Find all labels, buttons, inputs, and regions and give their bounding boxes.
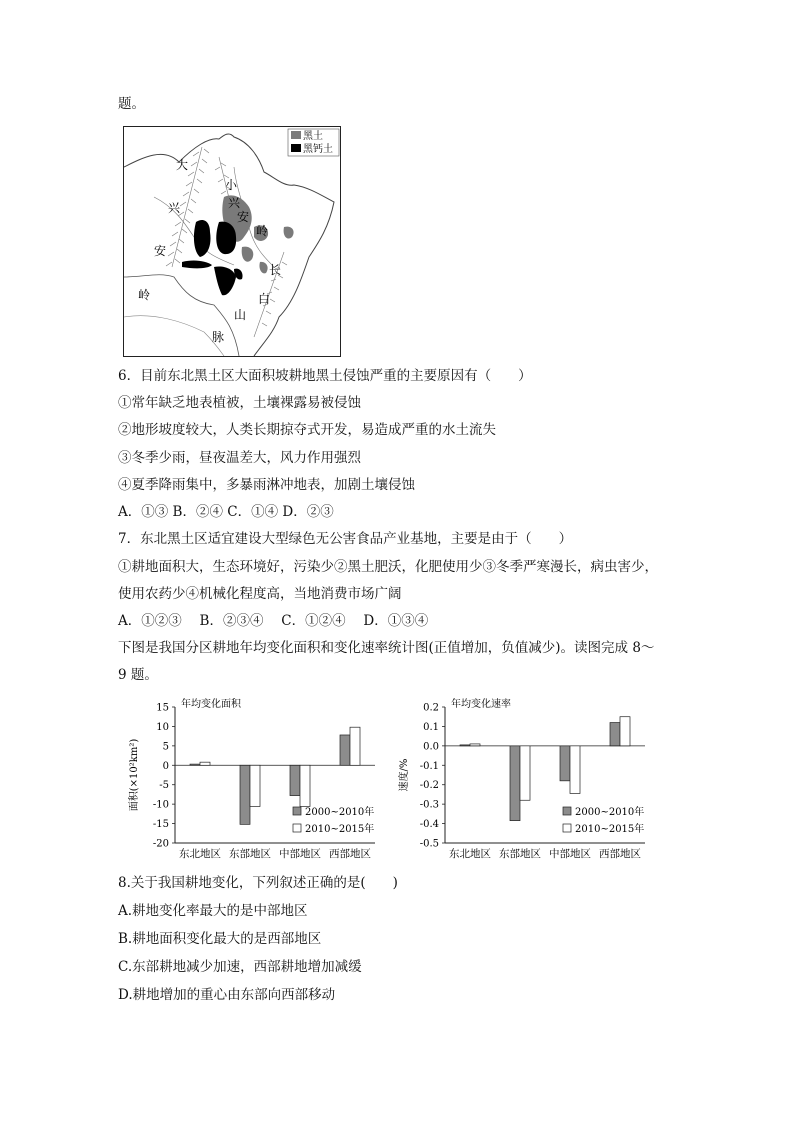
q7-line-2: 使用农药少④机械化程度高，当地消费市场广阔 [118,586,402,602]
legend-label: 2000~2010年 [305,807,375,818]
category-label: 东北地区 [179,848,221,860]
bar-series2 [250,765,260,806]
legend-swatch [293,824,301,832]
q7-stem: 7．东北黑土区适宜建设大型绿色无公害食品产业基地，主要是由于（ ） [118,531,573,547]
chart-title: 年均变化面积 [181,699,241,710]
label-chang: 长 [269,263,282,277]
label-an-2: 安 [237,210,250,224]
legend-label: 2000~2010年 [575,807,645,818]
bar-series2 [200,762,210,765]
bar-series1 [290,765,300,795]
q8-option-d: D.耕地增加的重心由东部向西部移动 [118,987,336,1003]
y-axis-label: 速度/% [399,758,410,792]
legend-swatch [293,807,301,815]
label-an: 安 [154,244,167,258]
y-tick-label: -0.3 [419,799,439,811]
q7-line-1: ①耕地面积大，生态环境好，污染少②黑土肥沃，化肥使用少③冬季严寒漫长，病虫害少， [118,559,658,575]
q8-option-a: A.耕地变化率最大的是中部地区 [118,903,308,919]
label-mai: 脉 [212,330,225,344]
legend-black-soil: 黑土 [303,131,323,142]
bar-series2 [620,717,630,746]
intro2-line-1: 下图是我国分区耕地年均变化面积和变化速率统计图(正值增加，负值减少)。读图完成 8～ [118,640,655,656]
region-line [124,316,224,356]
q8-option-b: B.耕地面积变化最大的是西部地区 [118,931,322,947]
q6-option-4: ④夏季降雨集中，多暴雨淋冲地表，加剧土壤侵蚀 [118,477,415,493]
label-bai: 白 [258,292,271,306]
q6-option-2: ②地形坡度较大，人类长期掠夺式开发，易造成严重的水土流失 [118,422,496,438]
q6-stem: 6．目前东北黑土区大面积坡耕地黑土侵蚀严重的主要原因有（ ） [118,368,532,384]
label-ling: 岭 [138,288,151,302]
category-label: 东部地区 [229,848,271,860]
q6-choices: A．①③ B．②④ C．①④ D．②③ [118,504,334,520]
y-tick-label: 0.1 [423,721,439,733]
legend-label: 2010~2015年 [575,824,645,835]
area-change-chart [125,695,395,860]
y-tick-label: -5 [159,780,169,792]
y-tick-label: 0.2 [423,702,439,714]
bar-series2 [520,746,530,800]
legend-swatch-chernozem [291,144,301,152]
q8-option-c: C.东部耕地减少加速，西部耕地增加减缓 [118,959,362,975]
category-label: 西部地区 [329,848,371,860]
legend-swatch-black-soil [291,131,301,139]
label-ling-2: 岭 [256,224,269,238]
y-tick-label: -15 [152,819,169,831]
y-tick-label: 5 [162,741,169,753]
y-tick-label: -0.1 [419,760,439,772]
bar-series1 [560,746,570,781]
label-xing-2: 兴 [228,196,241,210]
category-label: 西部地区 [599,848,641,860]
y-tick-label: -10 [152,799,169,811]
bar-series1 [460,745,470,746]
y-tick-label: 10 [156,721,169,733]
bar-series2 [470,744,480,746]
category-label: 东部地区 [499,848,541,860]
y-axis-label: 面积(×10²km²) [129,738,140,812]
category-label: 中部地区 [279,848,321,860]
label-xing: 兴 [168,201,181,215]
q8-stem: 8.关于我国耕地变化，下列叙述正确的是( ) [118,875,398,891]
bar-series1 [240,765,250,824]
bar-series2 [300,765,310,806]
y-tick-label: 15 [156,702,169,714]
bar-series1 [190,764,200,765]
q7-choices: A．①②③ B．②③④ C．①②④ D．①③④ [118,613,429,629]
label-shan: 山 [234,308,247,322]
y-tick-label: 0 [162,760,169,772]
legend-chernozem: 黑钙土 [303,144,333,155]
legend-swatch [563,824,571,832]
bar-series2 [570,746,580,794]
northeast-soil-map [123,126,341,357]
y-tick-label: 0.0 [423,741,439,753]
intro-tail: 题。 [118,96,145,112]
y-tick-label: -0.4 [419,819,439,831]
intro2-line-2: 9 题。 [118,667,158,683]
bar-series1 [340,735,350,765]
category-label: 中部地区 [549,848,591,860]
category-label: 东北地区 [449,848,491,860]
rate-change-chart [395,695,665,860]
label-xiao: 小 [225,178,238,192]
map-drawing [124,127,340,356]
bar-series2 [350,727,360,765]
legend-swatch [563,807,571,815]
bar-series1 [610,723,620,746]
q6-option-1: ①常年缺乏地表植被，土壤裸露易被侵蚀 [118,395,361,411]
chart-title: 年均变化速率 [451,699,511,710]
q6-option-3: ③冬季少雨，昼夜温差大，风力作用强烈 [118,450,361,466]
label-da: 大 [176,158,189,172]
y-tick-label: -0.2 [419,780,439,792]
y-tick-label: -20 [152,838,169,850]
chernozem-area [182,220,243,295]
bar-series1 [510,746,520,821]
y-tick-label: -0.5 [419,838,439,850]
legend-label: 2010~2015年 [305,824,375,835]
